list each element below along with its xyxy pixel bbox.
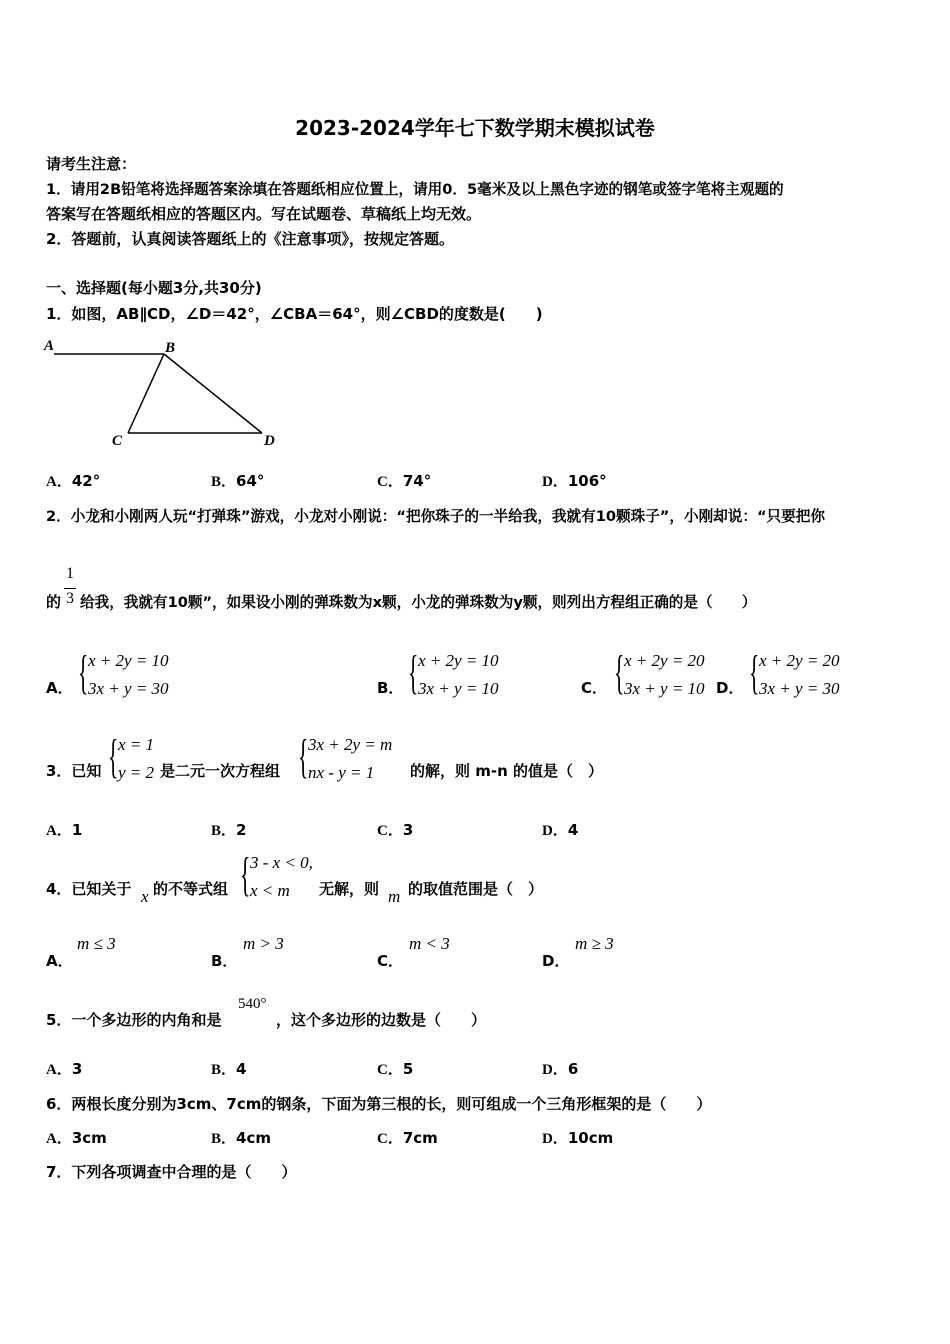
- q4-stem-pre: 4．已知关于: [46, 880, 132, 898]
- q4-option-d-label[interactable]: D．: [542, 952, 570, 970]
- q5-stem-post: ，这个多边形的边数是（ ）: [276, 1011, 487, 1029]
- q1-option-d[interactable]: D．106°: [542, 472, 607, 490]
- q3-stem-post: 的解，则 m-n 的值是（ ）: [410, 762, 603, 780]
- notice-line-3: 2．答题前，认真阅读答题纸上的《注意事项》，按规定答题。: [46, 230, 454, 248]
- q5-option-c[interactable]: C．5: [377, 1060, 414, 1078]
- q3-option-d[interactable]: D．4: [542, 821, 579, 839]
- q4-option-b-label[interactable]: B．: [211, 952, 238, 970]
- q2-stem-line-2-pre: 的: [46, 593, 62, 611]
- q4-stem-mid: 的不等式组: [153, 880, 229, 898]
- q3-stem-mid: 是二元一次方程组: [160, 762, 281, 780]
- segment-bd: [164, 354, 262, 433]
- q4-var-m: m: [388, 887, 401, 906]
- q2-option-d-system[interactable]: { x + 2y = 20 3x + y = 30: [749, 646, 840, 699]
- notice-line-2: 答案写在答题纸相应的答题区内。写在试题卷、草稿纸上均无效。: [46, 205, 482, 223]
- label-c: C: [112, 433, 123, 449]
- label-a: A: [44, 338, 55, 354]
- q4-option-c-text[interactable]: m < 3: [409, 934, 450, 953]
- segment-bc: [128, 354, 164, 433]
- q3-equation-system: { 3x + 2y = m nx - y = 1: [298, 730, 393, 783]
- q2-option-b-system[interactable]: { x + 2y = 10 3x + y = 10: [408, 646, 499, 699]
- q4-option-a-label[interactable]: A．: [46, 952, 73, 970]
- q1-option-c[interactable]: C．74°: [377, 472, 432, 490]
- q2-stem-line-2: 给我，我就有10颗”，如果设小刚的弹珠数为x颗，小龙的弹珠数为y颗，则列出方程组正确的是（ ）: [80, 594, 757, 611]
- q4-stem-post-1: 无解，则: [319, 880, 380, 898]
- page-title: 2023-2024学年七下数学期末模拟试卷: [295, 116, 655, 140]
- q5-option-b[interactable]: B．4: [211, 1060, 247, 1078]
- label-d: D: [264, 433, 275, 449]
- q4-stem-post-2: 的取值范围是（ ）: [408, 880, 544, 898]
- q4-option-c-label[interactable]: C．: [377, 952, 404, 970]
- q5-stem-pre: 5．一个多边形的内角和是: [46, 1011, 222, 1029]
- q2-fraction-numerator: 1: [66, 565, 74, 582]
- q4-option-a-text[interactable]: m ≤ 3: [77, 934, 116, 953]
- q2-option-a-label[interactable]: A．: [46, 679, 73, 697]
- q2-option-c-label[interactable]: C．: [581, 679, 608, 697]
- q3-option-c[interactable]: C．3: [377, 821, 414, 839]
- q3-option-b[interactable]: B．2: [211, 821, 247, 839]
- q6-option-b[interactable]: B．4cm: [211, 1129, 271, 1147]
- q3-option-a[interactable]: A．1: [46, 821, 83, 839]
- q7-stem: 7．下列各项调查中合理的是（ ）: [46, 1163, 297, 1181]
- q2-option-c-system[interactable]: { x + 2y = 20 3x + y = 10: [614, 646, 705, 699]
- q4-option-d-text[interactable]: m ≥ 3: [575, 934, 614, 953]
- q1-option-a[interactable]: A．42°: [46, 472, 101, 490]
- notice-line-1: 1．请用2B铅笔将选择题答案涂填在答题纸相应位置上，请用0．5毫米及以上黑色字迹的钢笔或签字笔将主观题的: [46, 181, 784, 198]
- q1-figure: [40, 332, 290, 452]
- q6-stem: 6．两根长度分别为3cm、7cm的钢条，下面为第三根的长，则可组成一个三角形框架的是（ ）: [46, 1095, 712, 1113]
- q2-fraction-denominator: 3: [66, 590, 74, 607]
- q6-option-d[interactable]: D．10cm: [542, 1129, 614, 1147]
- q1-option-b[interactable]: B．64°: [211, 472, 265, 490]
- q4-inequality-system: { 3 - x < 0, x < m: [240, 848, 313, 901]
- brace-icon: {: [298, 730, 309, 783]
- notice-heading: 请考生注意：: [46, 155, 137, 173]
- q2-fraction-bar: [64, 588, 76, 589]
- q6-option-a[interactable]: A．3cm: [46, 1129, 107, 1147]
- q5-option-d[interactable]: D．6: [542, 1060, 579, 1078]
- q5-option-a[interactable]: A．3: [46, 1060, 83, 1078]
- section-heading: 一、选择题(每小题3分,共30分): [46, 279, 262, 297]
- brace-icon: {: [78, 646, 89, 699]
- brace-icon: {: [240, 848, 251, 901]
- brace-icon: {: [614, 646, 625, 699]
- q6-option-c[interactable]: C．7cm: [377, 1129, 438, 1147]
- q5-angle-value: 540°: [238, 996, 267, 1012]
- q4-var-x: x: [141, 887, 149, 906]
- brace-icon: {: [749, 646, 760, 699]
- q2-stem-line-1: 2．小龙和小刚两人玩“打弹珠”游戏，小龙对小刚说：“把你珠子的一半给我，我就有10颗珠子”，小刚却说：“只要把你: [46, 508, 825, 525]
- q2-option-b-label[interactable]: B．: [377, 679, 404, 697]
- q2-option-d-label[interactable]: D．: [716, 679, 744, 697]
- q4-option-b-text[interactable]: m > 3: [243, 934, 284, 953]
- label-b: B: [165, 340, 176, 356]
- q3-solution-system: { x = 1 y = 2: [108, 730, 155, 783]
- q1-stem: 1．如图，AB∥CD，∠D＝42°，∠CBA＝64°，则∠CBD的度数是( ): [46, 305, 543, 323]
- q2-option-a-system[interactable]: { x + 2y = 10 3x + y = 30: [78, 646, 169, 699]
- brace-icon: {: [108, 730, 119, 783]
- q3-stem-pre: 3．已知: [46, 762, 102, 780]
- brace-icon: {: [408, 646, 419, 699]
